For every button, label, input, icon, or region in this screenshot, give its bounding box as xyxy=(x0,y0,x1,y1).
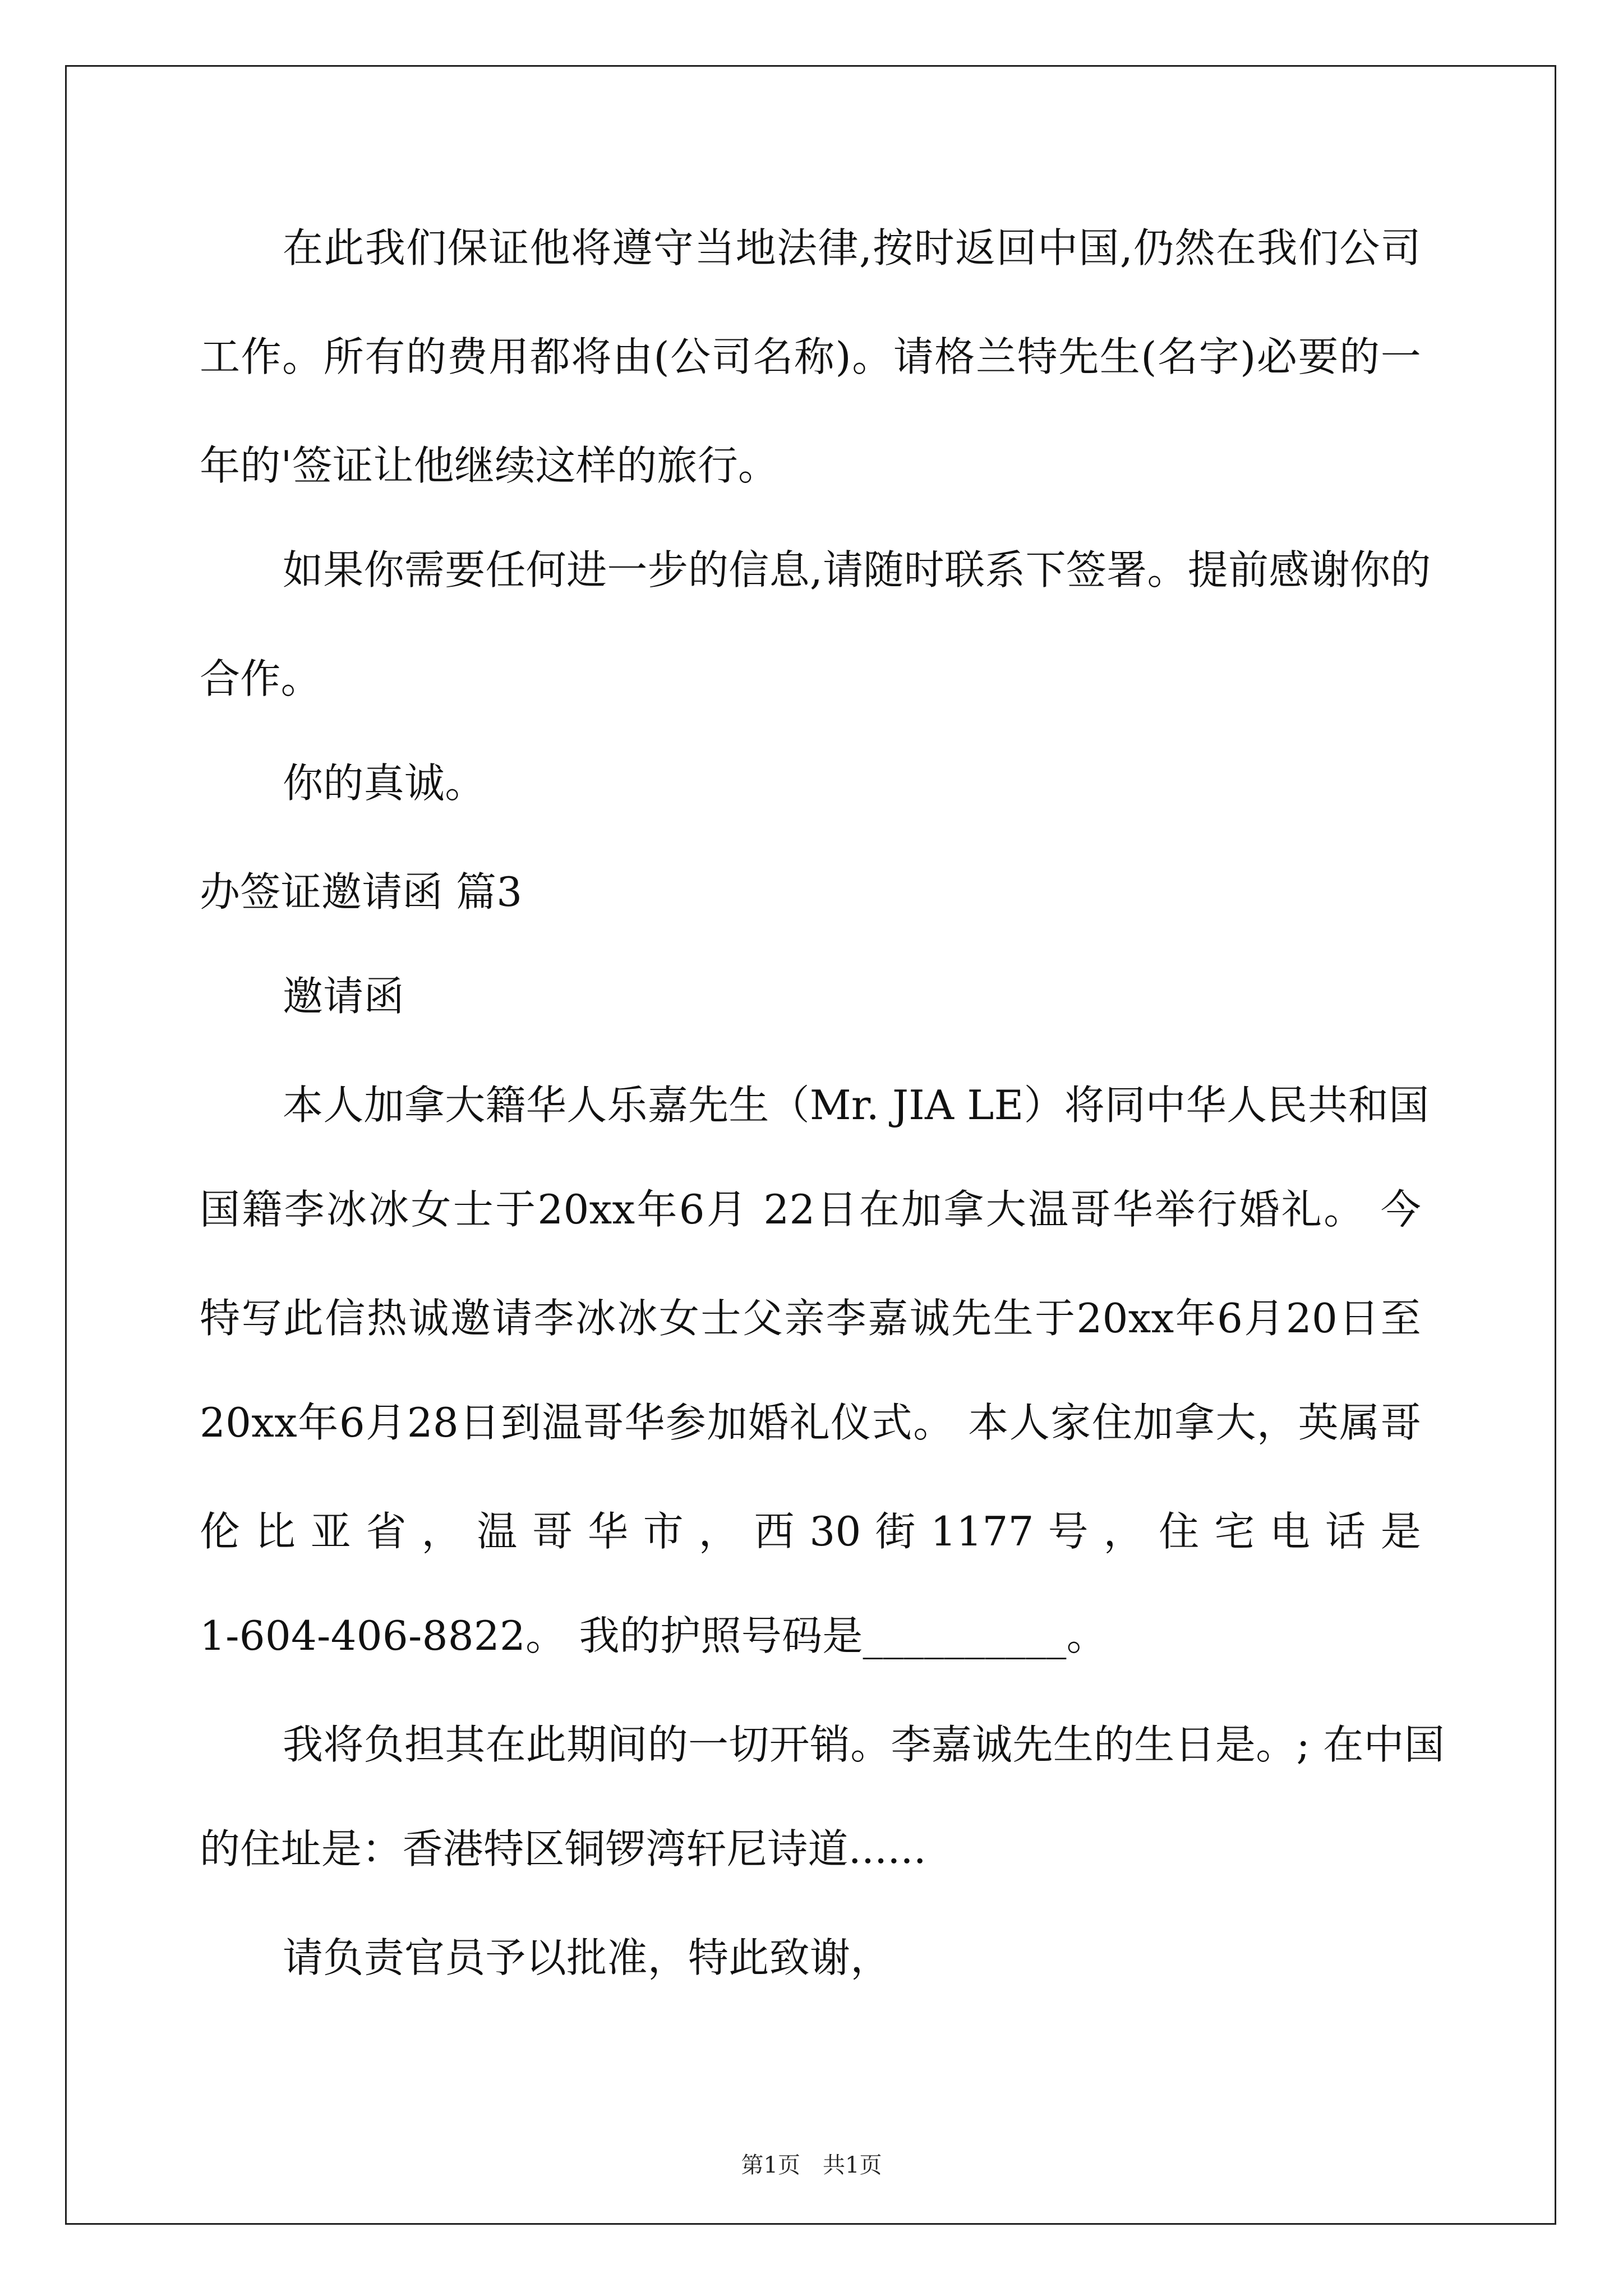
paragraph-line: 合作。 xyxy=(200,655,321,702)
paragraph-line: 我将负担其在此期间的一切开销。李嘉诚先生的生日是。; 在中国 xyxy=(283,1721,1445,1768)
paragraph-line: 的住址是：香港特区铜锣湾轩尼诗道...... xyxy=(200,1825,926,1872)
page-border xyxy=(65,65,1556,2225)
paragraph-line: 伦 比 亚 省 ， 温 哥 华 市 ， 西 30 街 1177 号 ， 住 宅 电 话 是 xyxy=(200,1508,1421,1555)
paragraph-line: 1-604-406-8822。 我的护照号码是__________。 xyxy=(200,1612,1107,1659)
paragraph-line: 你的真诚。 xyxy=(283,760,486,807)
paragraph-line: 请负责官员予以批准，特此致谢， xyxy=(283,1934,891,1981)
paragraph-line: 国籍李冰冰女士于20xx年6月 22日在加拿大温哥华举行婚礼。 今 xyxy=(200,1186,1421,1233)
paragraph-line: 工作。所有的费用都将由(公司名称)。请格兰特先生(名字)必要的一 xyxy=(200,333,1421,380)
page-number-footer: 第1页 共1页 xyxy=(741,2152,882,2178)
paragraph-line: 年的'签证让他继续这样的旅行。 xyxy=(200,442,779,489)
paragraph-line: 在此我们保证他将遵守当地法律,按时返回中国,仍然在我们公司 xyxy=(283,224,1421,272)
letter-title: 邀请函 xyxy=(283,973,404,1020)
section-heading: 办签证邀请函 篇3 xyxy=(200,868,523,915)
paragraph-line: 20xx年6月28日到温哥华参加婚礼仪式。 本人家住加拿大，英属哥 xyxy=(200,1399,1421,1446)
paragraph-line: 如果你需要任何进一步的信息,请随时联系下签署。提前感谢你的 xyxy=(283,546,1431,593)
paragraph-line: 本人加拿大籍华人乐嘉先生（Mr. JIA LE）将同中华人民共和国 xyxy=(283,1082,1430,1129)
paragraph-line: 特写此信热诚邀请李冰冰女士父亲李嘉诚先生于20xx年6月20日至 xyxy=(200,1295,1421,1342)
